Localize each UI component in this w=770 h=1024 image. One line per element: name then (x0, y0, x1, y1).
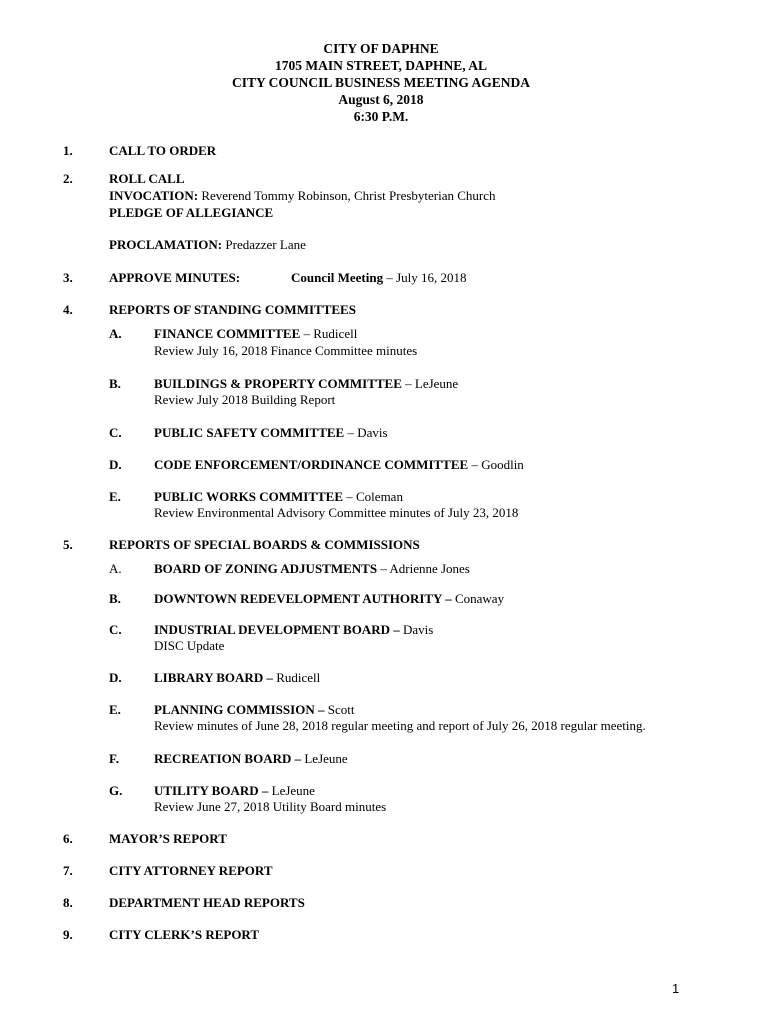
item-city-clerk-report: CITY CLERK’S REPORT (109, 927, 260, 942)
sub-letter: B. (109, 591, 121, 606)
sub-title: RECREATION BOARD – (154, 751, 302, 766)
planning-commission-note: Review minutes of June 28, 2018 regular meeting and report of July 26, 2018 regular meeting. (154, 718, 646, 733)
utility-board (154, 782, 315, 799)
sub-person: – Adrienne Jones (377, 561, 470, 576)
finance-committee-note: Review July 16, 2018 Finance Committee minutes (154, 343, 418, 358)
sub-title: CODE ENFORCEMENT/ORDINANCE COMMITTEE (154, 457, 469, 472)
sub-title: PLANNING COMMISSION – (154, 702, 325, 717)
item-city-attorney-report: CITY ATTORNEY REPORT (109, 863, 273, 878)
buildings-property-note: Review July 2018 Building Report (154, 392, 336, 407)
council-meeting-label: Council Meeting (291, 270, 384, 285)
item-number: 5. (63, 537, 73, 552)
meeting-date: August 6, 2018 (338, 92, 424, 107)
agenda-header (0, 40, 762, 125)
sub-person: LeJeune (301, 751, 348, 766)
sub-title: LIBRARY BOARD – (154, 670, 273, 685)
sub-person: Scott (324, 702, 355, 717)
agenda-title: CITY COUNCIL BUSINESS MEETING AGENDA (231, 75, 531, 90)
item-special-boards: REPORTS OF SPECIAL BOARDS & COMMISSIONS (109, 537, 420, 552)
item-number: 4. (63, 302, 73, 317)
code-enforcement-committee (154, 456, 524, 473)
item-number: 6. (63, 831, 73, 846)
planning-commission (154, 701, 354, 718)
sub-title: DOWNTOWN REDEVELOPMENT AUTHORITY – (154, 591, 452, 606)
item-department-head-reports: DEPARTMENT HEAD REPORTS (109, 895, 305, 910)
sub-letter: C. (109, 425, 122, 440)
sub-title: BOARD OF ZONING ADJUSTMENTS (154, 561, 378, 576)
public-works-committee (154, 488, 403, 505)
sub-letter: G. (109, 783, 123, 798)
sub-title: PUBLIC WORKS COMMITTEE (154, 489, 344, 504)
buildings-property-committee (154, 375, 458, 392)
page-number: 1 (672, 981, 680, 996)
proclamation-line (109, 236, 306, 253)
sub-person: – LeJeune (401, 376, 459, 391)
sub-letter: D. (109, 457, 122, 472)
sub-title: INDUSTRIAL DEVELOPMENT BOARD – (154, 622, 400, 637)
item-number: 8. (63, 895, 73, 910)
council-meeting-date: – July 16, 2018 (383, 270, 467, 285)
item-number: 3. (63, 270, 73, 285)
item-mayors-report: MAYOR’S REPORT (109, 831, 227, 846)
sub-title: BUILDINGS & PROPERTY COMMITTEE (154, 376, 402, 391)
item-number: 9. (63, 927, 73, 942)
sub-title: FINANCE COMMITTEE (154, 326, 301, 341)
invocation-line (109, 187, 496, 204)
sub-person: Conaway (451, 591, 505, 606)
approve-minutes-label: APPROVE MINUTES: (109, 270, 241, 285)
approve-minutes-meeting (291, 269, 467, 286)
sub-letter: F. (109, 751, 119, 766)
city-name: CITY OF DAPHNE (323, 41, 439, 56)
recreation-board (154, 750, 348, 767)
public-works-note: Review Environmental Advisory Committee minutes of July 23, 2018 (154, 505, 519, 520)
sub-letter: A. (109, 561, 122, 576)
item-standing-committees: REPORTS OF STANDING COMMITTEES (109, 302, 356, 317)
sub-person: – Goodlin (468, 457, 524, 472)
item-call-to-order: CALL TO ORDER (109, 143, 217, 158)
sub-person: Davis (399, 622, 434, 637)
meeting-time: 6:30 P.M. (353, 109, 409, 124)
sub-letter: E. (109, 702, 121, 717)
invocation-label: INVOCATION: (109, 188, 199, 203)
city-address: 1705 MAIN STREET, DAPHNE, AL (274, 58, 488, 73)
finance-committee (154, 325, 357, 342)
industrial-development-note: DISC Update (154, 638, 225, 653)
sub-person: Rudicell (272, 670, 321, 685)
sub-person: – Rudicell (300, 326, 358, 341)
sub-title: UTILITY BOARD – (154, 783, 269, 798)
industrial-development-board (154, 621, 433, 638)
proclamation-label: PROCLAMATION: (109, 237, 223, 252)
item-number: 1. (63, 143, 73, 158)
sub-letter: C. (109, 622, 122, 637)
zoning-adjustments-board (154, 560, 470, 577)
library-board (154, 669, 320, 686)
item-number: 2. (63, 171, 73, 186)
sub-letter: E. (109, 489, 121, 504)
sub-title: PUBLIC SAFETY COMMITTEE (154, 425, 345, 440)
proclamation-text: Predazzer Lane (222, 237, 306, 252)
item-roll-call: ROLL CALL (109, 171, 185, 186)
sub-person: – Davis (344, 425, 388, 440)
downtown-redevelopment-authority (154, 590, 504, 607)
public-safety-committee (154, 424, 388, 441)
sub-letter: D. (109, 670, 122, 685)
utility-board-note: Review June 27, 2018 Utility Board minutes (154, 799, 387, 814)
sub-letter: A. (109, 326, 122, 341)
item-number: 7. (63, 863, 73, 878)
pledge-of-allegiance: PLEDGE OF ALLEGIANCE (109, 205, 274, 220)
sub-letter: B. (109, 376, 121, 391)
sub-person: LeJeune (268, 783, 315, 798)
invocation-text: Reverend Tommy Robinson, Christ Presbyterian Church (198, 188, 496, 203)
sub-person: – Coleman (343, 489, 403, 504)
